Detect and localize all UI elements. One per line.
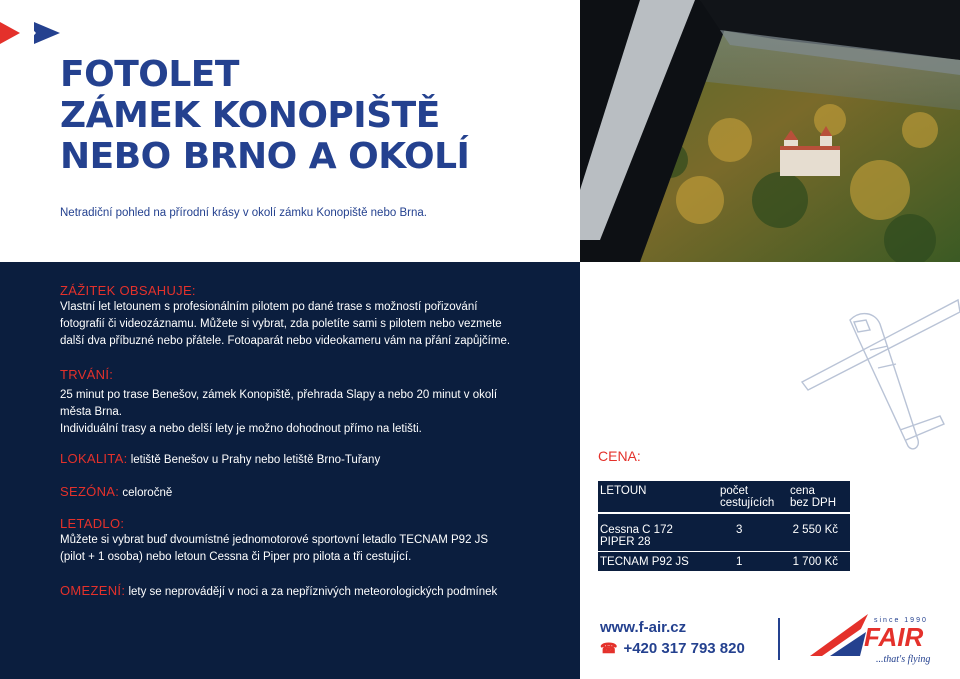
- season-heading: SEZÓNA:: [60, 484, 120, 499]
- red-chevron-icon: [0, 22, 20, 44]
- header-price: [788, 481, 850, 513]
- location-heading: LOKALITA:: [60, 451, 128, 466]
- header-price-line-2: bez DPH: [790, 497, 837, 509]
- table-row: [598, 513, 850, 552]
- price-table-header: [598, 481, 850, 513]
- restriction-section: [60, 582, 560, 601]
- subtitle: Netradiční pohled na přírodní krásy v okolí zámku Konopiště nebo Brna.: [60, 207, 427, 219]
- title-line-1: FOTOLET: [60, 54, 239, 95]
- plane-line-2: PIPER 28: [600, 536, 651, 548]
- experience-heading: ZÁŽITEK OBSAHUJE:: [60, 283, 196, 298]
- experience-line: fotografií či videozáznamu. Můžete si vybrat, zda poletíte sami s pilotem nebo vezmete: [60, 318, 502, 330]
- info-panel: [0, 262, 580, 679]
- aircraft-line: Můžete si vybrat buď dvoumístné jednomotorové sportovní letadlo TECNAM P92 JS: [60, 534, 489, 546]
- header-plane: LETOUN: [600, 485, 647, 497]
- header-count: [718, 481, 788, 513]
- experience-line: Vlastní let letounem s profesionálním pilotem po dané trase s možností pořizování: [60, 301, 478, 313]
- header-count-line-1: počet: [720, 485, 749, 497]
- table-row: [598, 552, 850, 572]
- title-line-3: NEBO BRNO A OKOLÍ: [60, 136, 470, 177]
- header-count-line-2: cestujících: [720, 497, 775, 509]
- duration-line: 25 minut po trase Benešov, zámek Konopiště, přehrada Slapy a nebo 20 minut v okolí: [60, 389, 498, 401]
- row-price: 1 700 Kč: [792, 556, 838, 568]
- logo-tagline: ...that's flying: [876, 654, 931, 665]
- duration-line: města Brna.: [60, 406, 122, 418]
- website-link[interactable]: www.f-air.cz: [600, 619, 687, 636]
- aircraft-heading: LETADLO:: [60, 516, 125, 531]
- experience-section: [60, 282, 560, 350]
- page-title: [60, 54, 560, 177]
- aircraft-section: [60, 515, 560, 566]
- season-text: celoročně: [122, 487, 173, 499]
- header-price-line-1: cena: [790, 485, 815, 497]
- phone-text: +420 317 793 820: [623, 640, 745, 657]
- phone-number[interactable]: [600, 640, 745, 657]
- aerial-castle-photo: [580, 0, 960, 262]
- logo-name: FAIR: [864, 622, 924, 652]
- fair-logo: [808, 612, 943, 666]
- duration-heading: TRVÁNÍ:: [60, 367, 114, 382]
- row-plane: TECNAM P92 JS: [600, 556, 689, 568]
- location-section: [60, 450, 560, 469]
- logo-since: since 1990: [874, 617, 928, 624]
- plane-outline-icon: [800, 290, 960, 460]
- restriction-text: lety se neprovádějí v noci a za nepříznivých meteorologických podmínek: [128, 586, 498, 598]
- blue-chevron-icon: [34, 22, 60, 44]
- divider: [778, 618, 780, 660]
- phone-icon: ☎: [600, 640, 618, 656]
- duration-line: Individuální trasy a nebo delší lety je možno dohodnout přímo na letišti.: [60, 423, 422, 435]
- location-text: letiště Benešov u Prahy nebo letiště Brno-Tuřany: [130, 454, 381, 466]
- price-label: CENA:: [598, 448, 641, 464]
- restriction-heading: OMEZENÍ:: [60, 583, 126, 598]
- season-section: [60, 483, 560, 502]
- row-count: 1: [736, 556, 743, 568]
- experience-line: další dva příbuzné nebo přátele. Fotoaparát nebo videokameru vám na přání zapůjčíme.: [60, 335, 511, 347]
- row-plane: [598, 513, 718, 552]
- row-count: 3: [736, 524, 743, 536]
- title-line-2: ZÁMEK KONOPIŠTĚ: [60, 95, 440, 136]
- price-table: [598, 481, 850, 571]
- duration-section: [60, 366, 560, 438]
- row-price: 2 550 Kč: [792, 524, 838, 536]
- aircraft-line: (pilot + 1 osoba) nebo letoun Cessna či Piper pro pilota a tři cestující.: [60, 551, 412, 563]
- plane-line-1: Cessna C 172: [600, 524, 673, 536]
